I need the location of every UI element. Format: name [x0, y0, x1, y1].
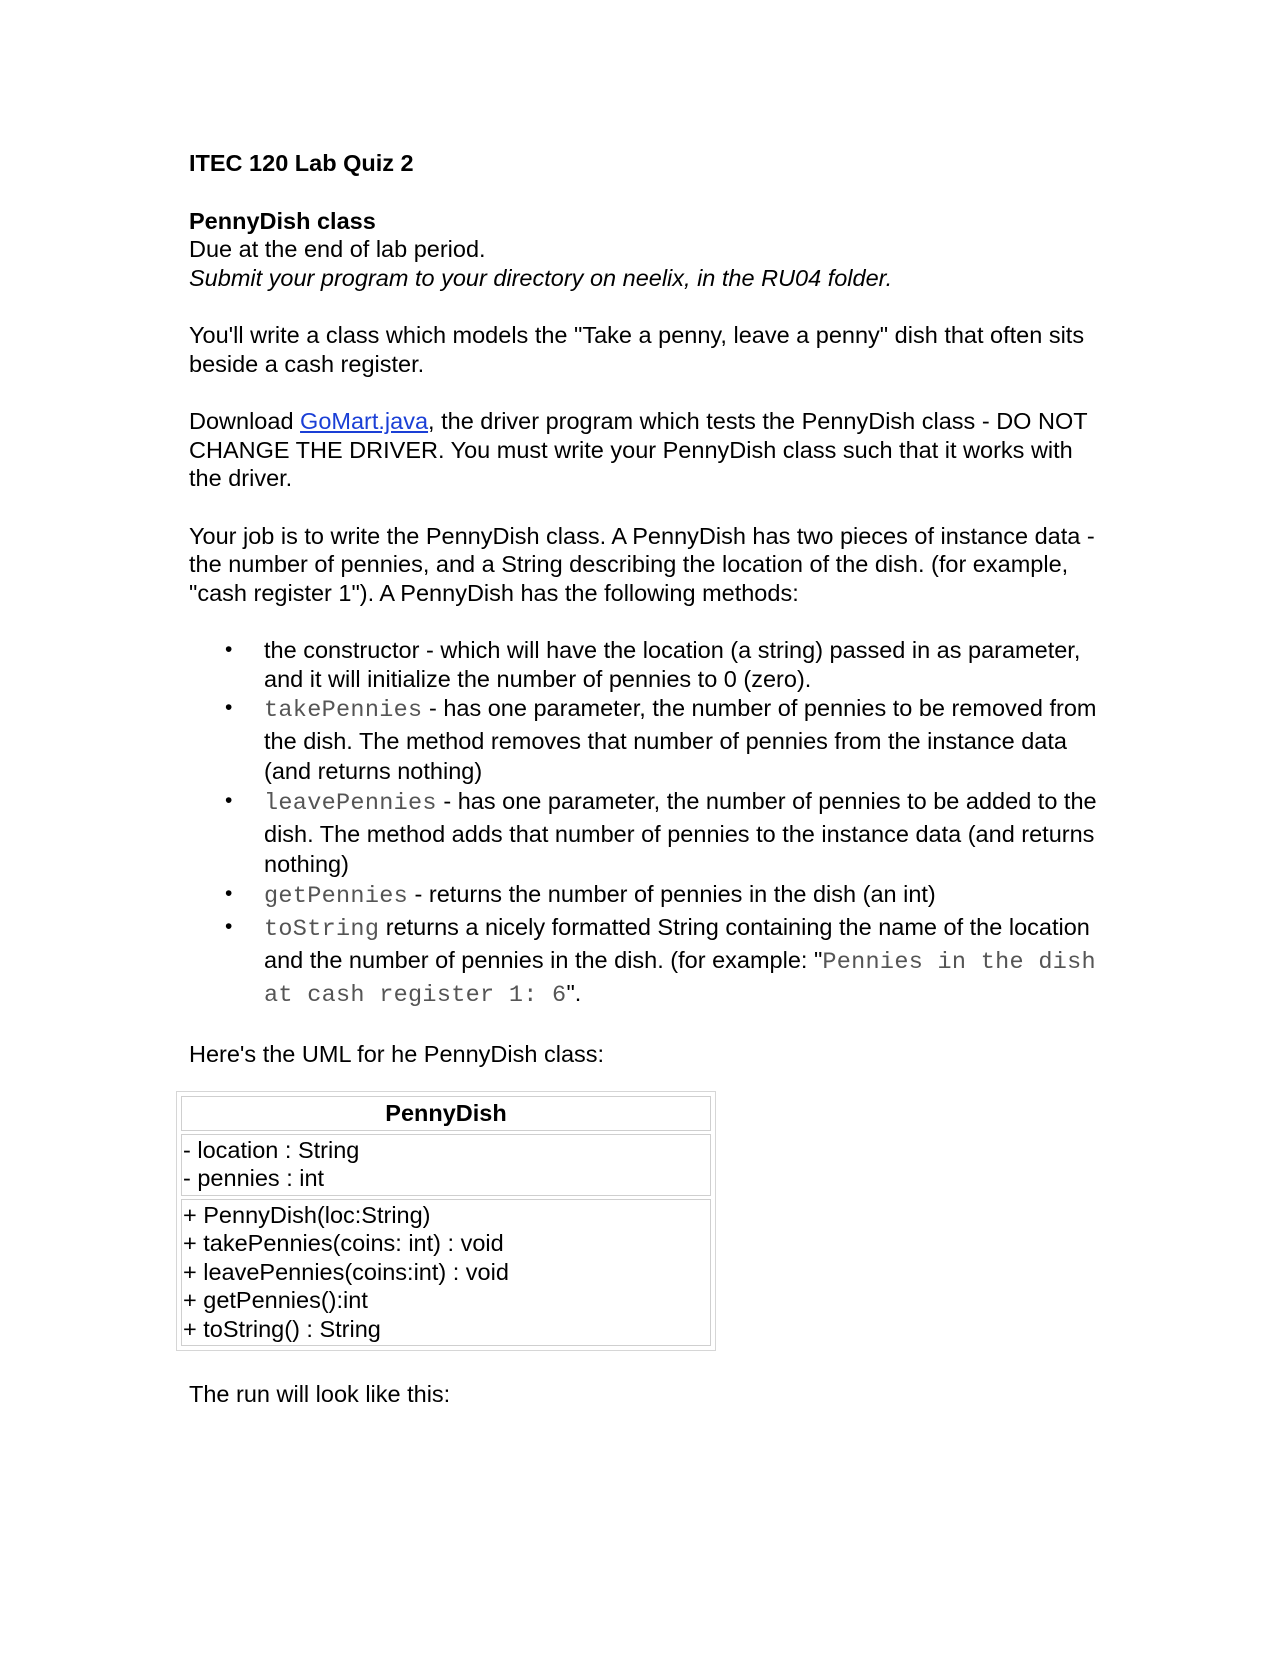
download-paragraph [189, 407, 1099, 493]
list-item [225, 879, 1099, 912]
method-description: returns a nicely formatted String containing the name of the location and the number of pennies in the dish. (for example: " [264, 914, 1090, 973]
document-body [189, 149, 1099, 1069]
intro-paragraph: You'll write a class which models the "Take a penny, leave a penny" dish that often sits beside a cash register. [189, 322, 1085, 377]
uml-operation: + getPennies():int [183, 1287, 368, 1313]
download-text: Download [189, 408, 301, 434]
list-item [225, 636, 1099, 693]
uml-operation: + toString() : String [183, 1315, 381, 1342]
uml-attribute: - pennies : int [183, 1165, 325, 1191]
submit-instructions: Submit your program to your directory on neelix, in the RU04 folder. [189, 264, 893, 291]
example-output-code: Pennies in the dish at cash register 1: 6 [264, 949, 1096, 1009]
uml-intro-text: Here's the UML for he PennyDish class: [189, 1041, 605, 1067]
method-name-code: getPennies [264, 883, 409, 910]
uml-attribute: - location : String [183, 1136, 360, 1163]
job-paragraph: Your job is to write the PennyDish class. A PennyDish has two pieces of instance data - the number of pennies, and a String describing the location of the dish. (for example, "cash register 1"). A PennyDish has the following methods: [189, 522, 1095, 606]
method-description: - returns the number of pennies in the dish (an int) [408, 881, 936, 907]
bullet-icon: • [225, 882, 233, 905]
uml-class-name: PennyDish [181, 1096, 711, 1131]
method-name-code: toString [264, 916, 380, 943]
uml-class-diagram [176, 1091, 716, 1351]
list-item [225, 693, 1099, 786]
download-text-rest: , the driver program which tests the PennyDish class - DO NOT CHANGE THE DRIVER. You must write your PennyDish class such that it works with the driver. [189, 408, 1088, 491]
document-title: ITEC 120 Lab Quiz 2 [189, 150, 414, 176]
list-item [225, 912, 1099, 1011]
run-intro-text: The run will look like this: [189, 1381, 451, 1407]
bullet-icon: • [225, 915, 233, 938]
uml-operation: + takePennies(coins: int) : void [183, 1230, 504, 1256]
uml-operation: + leavePennies(coins:int) : void [183, 1258, 509, 1285]
list-item [225, 786, 1099, 879]
method-description: the constructor - which will have the location (a string) passed in as parameter, and it will initialize the number of pennies to 0 (zero). [264, 637, 1081, 692]
method-list [189, 636, 1099, 1011]
bullet-icon: • [225, 696, 233, 719]
bullet-icon: • [225, 789, 233, 812]
method-description: - has one parameter, the number of pennies to be added to the dish. The method adds that number of pennies to the instance data (and returns nothing) [264, 788, 1097, 877]
method-name-code: takePennies [264, 697, 423, 724]
gomart-java-link[interactable]: GoMart.java [300, 408, 429, 434]
method-description-end: ". [566, 980, 582, 1006]
due-text: Due at the end of lab period. [189, 236, 486, 262]
method-description: - has one parameter, the number of pennies to be removed from the dish. The method removes that number of pennies from the instance data (and returns nothing) [264, 695, 1097, 784]
section-heading: PennyDish class [189, 207, 376, 234]
uml-operation: + PennyDish(loc:String) [183, 1201, 431, 1228]
method-name-code: leavePennies [264, 790, 437, 817]
uml-attributes [181, 1134, 711, 1196]
uml-operations [181, 1199, 711, 1347]
bullet-icon: • [225, 638, 233, 661]
